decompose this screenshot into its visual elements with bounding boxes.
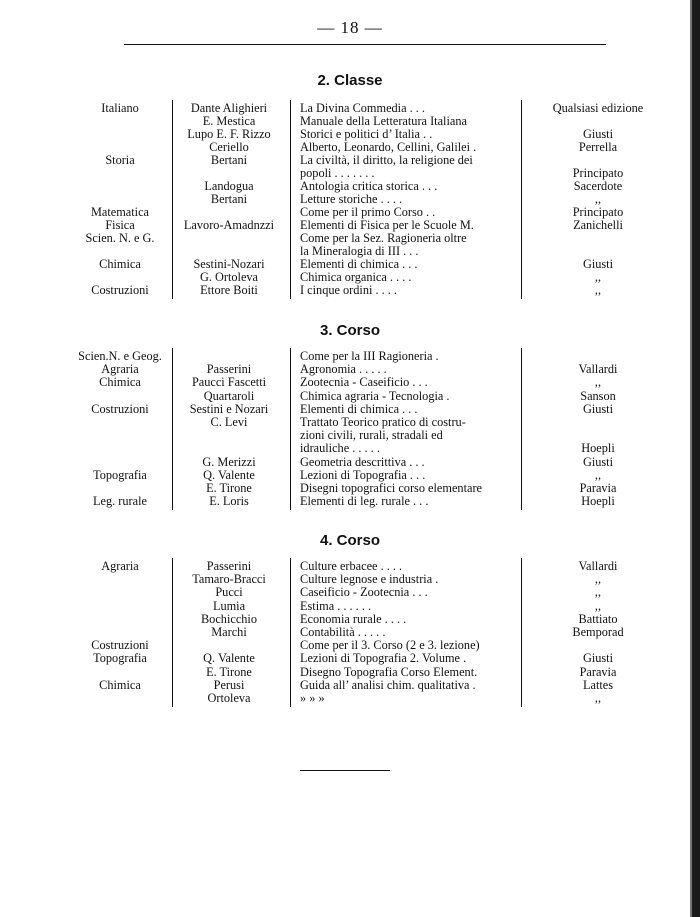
title-cell: Caseificio - Zootecnia . . . [300, 586, 428, 600]
title-cell: » » » [300, 692, 325, 705]
table-row [0, 363, 700, 376]
publisher-cell: Perrella [578, 140, 618, 154]
author-cell: E. Loris [209, 494, 249, 509]
title-cell: Chimica agraria - Tecnologia . [300, 389, 450, 403]
page-number: — 18 — [317, 18, 383, 37]
table-row [0, 102, 700, 115]
title-cell: Economia rurale . . . . [300, 612, 407, 626]
title-cell: Come per il 3. Corso (2 e 3. lezione) [300, 639, 480, 653]
author-cell: Bochicchio [200, 611, 257, 626]
author-cell: Q. Valente [203, 467, 255, 482]
subject-cell: Costruzioni [91, 283, 149, 297]
subject-cell: Fisica [105, 218, 135, 232]
author-cell: Lavoro-Amadnzzi [183, 218, 275, 232]
subject-cell: Leg. rurale [93, 494, 147, 509]
title-cell: Elementi di leg. rurale . . . [300, 495, 429, 509]
author-cell: Pucci [215, 585, 243, 600]
title-cell: Contabilità . . . . . [300, 626, 386, 639]
publisher-cell: ,, [594, 375, 602, 390]
title-cell: Elementi di Fisica per le Scuole M. [300, 219, 474, 232]
title-cell: Chimica organica . . . . [300, 271, 412, 284]
publisher-cell: Vallardi [578, 362, 618, 377]
author-cell: Dante Alighieri [190, 101, 268, 115]
title-cell: Alberto, Leonardo, Cellini, Galilei . [300, 141, 477, 154]
publisher-cell: Giusti [582, 401, 614, 416]
author-cell: G. Merizzi [202, 454, 256, 469]
publisher-cell: ,, [594, 270, 602, 284]
title-cell: La Divina Commedia . . . [300, 102, 425, 115]
subject-cell: Agraria [101, 559, 139, 573]
author-cell: Tamaro-Bracci [192, 572, 266, 587]
title-cell: Letture storiche . . . . [300, 193, 403, 206]
publisher-cell: Paravia [579, 481, 617, 495]
table-row [0, 626, 700, 639]
author-cell: E. Mestica [202, 114, 256, 128]
publisher-cell: Paravia [579, 664, 617, 679]
author-cell: Sestini e Nozari [189, 401, 269, 416]
author-cell: Landogua [204, 179, 254, 193]
subject-cell: Storia [105, 153, 135, 167]
title-cell: Come per la III Ragioneria . [300, 350, 439, 363]
title-cell: Come per la Sez. Ragioneria oltre [300, 232, 467, 245]
title-cell: Geometria descrittiva . . . [300, 455, 425, 469]
title-cell: Antologia critica storica . . . [300, 180, 438, 193]
author-cell: Perusi [213, 677, 245, 692]
table-row [0, 666, 700, 679]
table-row [0, 482, 700, 495]
table-row [0, 600, 700, 613]
author-cell: Q. Valente [203, 651, 255, 666]
publisher-cell: Principato [572, 205, 624, 219]
publisher-cell: Sanson [580, 388, 616, 403]
publisher-cell: Giusti [582, 454, 614, 469]
table-row [0, 376, 700, 389]
title-cell: Lezioni di Topografia . . . [300, 468, 426, 482]
publisher-cell: ,, [594, 192, 602, 206]
table-row [0, 403, 700, 416]
title-cell: Agronomia . . . . . [300, 363, 387, 377]
publisher-cell: ,, [594, 467, 602, 482]
subject-cell: Chimica [99, 677, 141, 692]
table-row [0, 390, 700, 403]
title-cell: Disegni topografici corso elementare [300, 482, 482, 495]
table-row [0, 232, 700, 245]
author-cell: Sestini-Nozari [193, 257, 265, 271]
table-row [0, 692, 700, 705]
author-cell: Bertani [210, 192, 248, 206]
author-cell: G. Ortoleva [199, 270, 259, 284]
table-row [0, 469, 700, 482]
title-cell: popoli . . . . . . . [300, 167, 375, 180]
title-cell: Lezioni di Topografia 2. Volume . [300, 652, 467, 666]
publisher-cell: Giusti [582, 127, 614, 141]
title-cell: Culture erbacee . . . . [300, 560, 403, 573]
publisher-cell: Hoepli [581, 441, 615, 456]
section-heading: 2. Classe [317, 72, 383, 89]
publisher-cell: Zanichelli [573, 218, 623, 232]
table-row [0, 560, 700, 573]
publisher-cell: Battiato [578, 611, 618, 626]
table-row [0, 456, 700, 469]
section-heading: 3. Corso [319, 322, 380, 339]
subject-cell: Topografia [93, 651, 147, 666]
publisher-cell: ,, [594, 585, 602, 600]
author-cell: Ettore Boiti [200, 283, 258, 297]
publisher-cell: ,, [594, 598, 602, 613]
title-cell: Zootecnia - Caseificio . . . [300, 376, 428, 390]
subject-cell: Costruzioni [91, 638, 149, 653]
author-cell: C. Levi [210, 415, 248, 429]
subject-cell: Italiano [101, 101, 139, 115]
subject-cell: Scien.N. e Geog. [78, 349, 162, 363]
title-cell: Estima . . . . . . [300, 599, 372, 613]
author-cell: Passerini [206, 559, 252, 573]
author-cell: E. Tirone [206, 664, 252, 679]
table-row [0, 442, 700, 455]
title-cell: Elementi di chimica . . . [300, 258, 418, 271]
author-cell: E. Tirone [206, 481, 252, 495]
top-rule [124, 44, 606, 45]
author-cell: Paucci Fascetti [191, 375, 267, 390]
title-cell: I cinque ordini . . . . [300, 284, 397, 297]
table-row [0, 429, 700, 442]
title-cell: Culture legnose e industria . [300, 573, 439, 587]
table-row [0, 573, 700, 586]
author-cell: Ceriello [209, 140, 249, 154]
publisher-cell: ,, [594, 283, 602, 297]
author-cell: Ortoleva [207, 691, 251, 705]
table-row [0, 416, 700, 429]
publisher-cell: ,, [594, 572, 602, 587]
title-cell: idrauliche . . . . . [300, 442, 380, 456]
publisher-cell: Principato [572, 166, 624, 180]
publisher-cell: Giusti [582, 257, 614, 271]
author-cell: Passerini [206, 362, 252, 377]
publisher-cell: Vallardi [578, 559, 618, 573]
publisher-cell: Qualsiasi edizione [552, 101, 644, 115]
subject-cell: Agraria [101, 362, 139, 377]
publisher-cell: Hoepli [581, 494, 615, 509]
bottom-rule [300, 770, 390, 771]
subject-cell: Chimica [99, 257, 141, 271]
title-cell: Elementi di chimica . . . [300, 402, 418, 416]
author-cell: Lumia [212, 598, 246, 613]
subject-cell: Chimica [99, 375, 141, 390]
table-row [0, 613, 700, 626]
title-cell: Come per il primo Corso . . [300, 206, 436, 219]
table-row [0, 586, 700, 599]
table-row [0, 639, 700, 652]
subject-cell: Costruzioni [91, 401, 149, 416]
subject-cell: Topografia [93, 467, 147, 482]
publisher-cell: Bemporad [572, 625, 624, 639]
publisher-cell: ,, [594, 691, 602, 705]
author-cell: Marchi [211, 625, 247, 639]
table-row [0, 495, 700, 508]
author-cell: Quartaroli [203, 388, 255, 403]
table-row [0, 350, 700, 363]
title-cell: zioni civili, rurali, stradali ed [300, 429, 443, 443]
title-cell: Storici e politici d’ Italia . . [300, 128, 433, 141]
title-cell: Manuale della Letteratura Italiana [300, 115, 467, 128]
publisher-cell: Sacerdote [573, 179, 623, 193]
subject-cell: Scien. N. e G. [85, 231, 155, 245]
title-cell: Disegno Topografia Corso Element. [300, 665, 478, 679]
table-row [0, 284, 700, 297]
author-cell: Lupo E. F. Rizzo [187, 127, 271, 141]
title-cell: la Mineralogia di III . . . [300, 245, 419, 258]
publisher-cell: Giusti [582, 651, 614, 666]
title-cell: Trattato Teorico pratico di costru- [300, 416, 466, 429]
title-cell: Guida all’ analisi chim. qualitativa . [300, 678, 476, 692]
author-cell: Bertani [210, 153, 248, 167]
publisher-cell: Lattes [582, 677, 614, 692]
section-heading: 4. Corso [319, 532, 380, 549]
title-cell: La civiltà, il diritto, la religione dei [300, 154, 473, 167]
table-row [0, 652, 700, 665]
subject-cell: Matematica [90, 205, 150, 219]
table-row [0, 679, 700, 692]
